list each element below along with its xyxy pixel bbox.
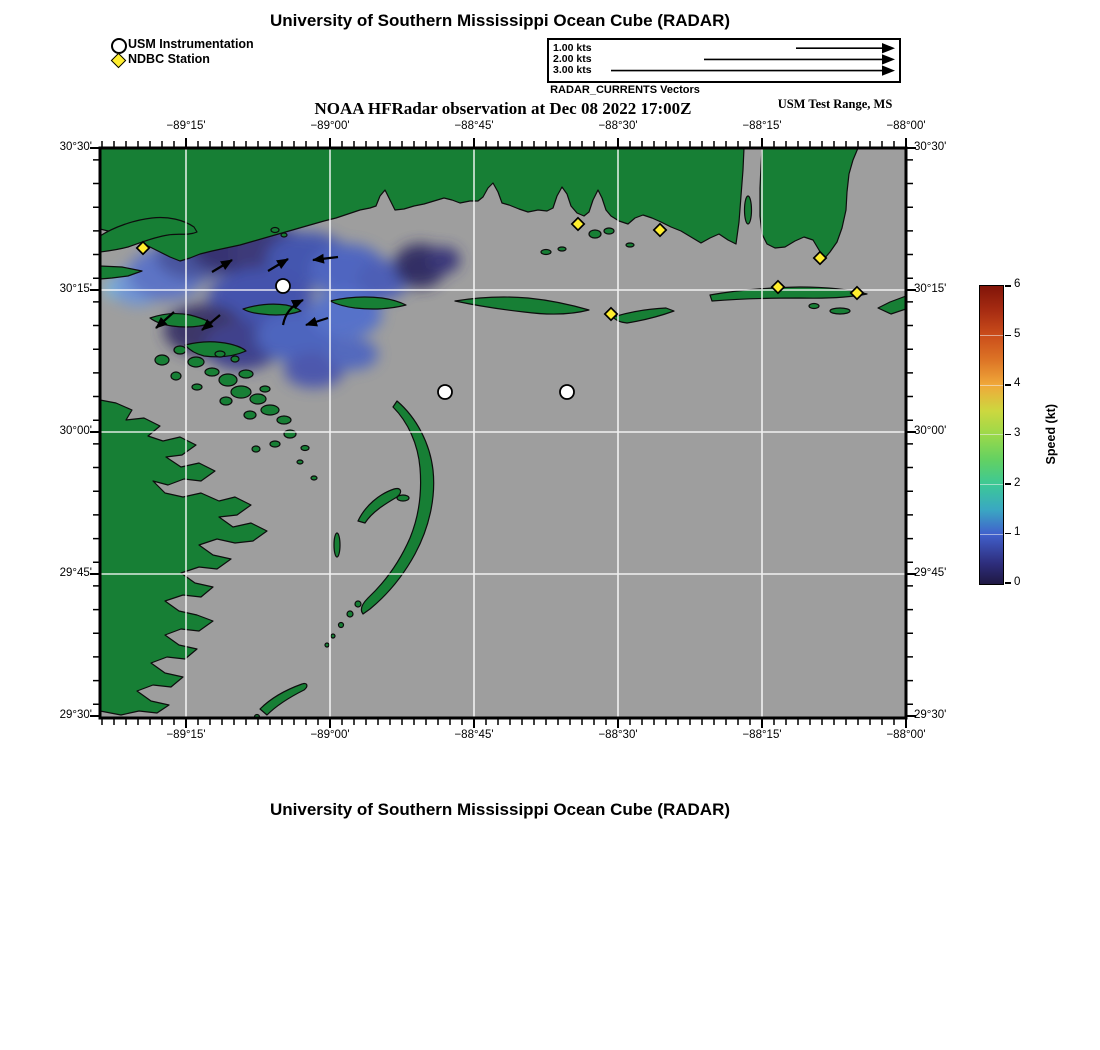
- colorbar-tick: [1005, 533, 1011, 535]
- barrier-island: [710, 287, 867, 301]
- y-axis-tick-label: 29°30': [914, 709, 947, 721]
- legend-usm-label: USM Instrumentation: [128, 37, 254, 51]
- y-axis-tick-label: 30°00': [914, 425, 947, 437]
- y-axis-tick-label: 30°30': [914, 141, 947, 153]
- y-axis-tick-label: 30°15': [914, 283, 947, 295]
- vector-scale-arrowhead: [882, 43, 895, 53]
- ndbc-station-icon: [111, 53, 127, 69]
- colorbar-tick: [1005, 582, 1011, 584]
- vector-scale-3kt-label: 3.00 kts: [553, 64, 592, 76]
- colorbar-tick-label: 2: [1014, 477, 1021, 489]
- y-axis-tick-label: 29°45': [59, 567, 92, 579]
- marsh: [100, 400, 267, 715]
- colorbar-tick: [1005, 434, 1011, 436]
- colorbar-tick: [1005, 335, 1011, 337]
- vector-scale-box: [547, 38, 901, 83]
- x-axis-tick-label: −88°45': [454, 120, 494, 132]
- observation-subtitle: NOAA HFRadar observation at Dec 08 2022 17:00Z: [314, 99, 692, 118]
- colorbar-tick-label: 5: [1014, 328, 1021, 340]
- colorbar-tick-label: 3: [1014, 427, 1021, 439]
- usm-instrumentation-icon: [111, 38, 127, 54]
- colorbar-tick: [1005, 483, 1011, 485]
- x-axis-tick-label: −89°15': [166, 729, 206, 741]
- vector-scale-2kt-label: 2.00 kts: [553, 53, 592, 65]
- vector-legend-caption: RADAR_CURRENTS Vectors: [550, 84, 700, 96]
- x-axis-tick-label: −88°30': [598, 729, 638, 741]
- x-axis-tick-label: −89°00': [310, 120, 350, 132]
- x-axis-tick-label: −88°00': [886, 729, 926, 741]
- ndbc-station-marker: [572, 218, 584, 230]
- mobile-peninsula: [760, 148, 858, 259]
- right-edge-peninsula: [878, 296, 906, 314]
- vector-scale-arrows: [549, 40, 899, 81]
- legend-ndbc-label: NDBC Station: [128, 52, 210, 66]
- colorbar-tick-label: 0: [1014, 576, 1021, 588]
- speed-colorbar: [979, 285, 1004, 585]
- ndbc-station-marker: [654, 224, 666, 236]
- colorbar-tick-label: 1: [1014, 526, 1021, 538]
- vector-scale-arrowhead: [882, 65, 895, 75]
- y-axis-tick-label: 30°30': [59, 141, 92, 153]
- map-plot: [100, 148, 906, 718]
- x-axis-tick-label: −88°00': [886, 120, 926, 132]
- barrier-island: [455, 297, 589, 314]
- x-axis-tick-label: −89°15': [166, 120, 206, 132]
- x-axis-tick-label: −88°15': [742, 729, 782, 741]
- y-axis-tick-label: 29°45': [914, 567, 947, 579]
- page-title: University of Southern Mississippi Ocean Cube (RADAR): [269, 11, 731, 30]
- usm-instrument-marker: [438, 385, 452, 399]
- y-axis-tick-label: 30°00': [59, 425, 92, 437]
- x-axis-tick-label: −88°30': [598, 120, 638, 132]
- bottom-title: University of Southern Mississippi Ocean Cube (RADAR): [269, 800, 731, 819]
- colorbar-axis-label: Speed (kt): [1044, 403, 1058, 465]
- x-axis-tick-label: −88°45': [454, 729, 494, 741]
- colorbar-tick: [1005, 285, 1011, 287]
- barrier-island: [613, 308, 674, 323]
- colorbar-tick-label: 4: [1014, 377, 1021, 389]
- mainland-coast: [100, 148, 744, 261]
- usm-instrument-marker: [560, 385, 574, 399]
- ndbc-station-marker: [851, 287, 863, 299]
- usm-instrument-marker: [276, 279, 290, 293]
- channel-islet: [745, 196, 752, 224]
- y-axis-tick-label: 29°30': [59, 709, 92, 721]
- region-label: USM Test Range, MS: [777, 97, 893, 111]
- colorbar-tick: [1005, 384, 1011, 386]
- x-axis-tick-label: −89°00': [310, 729, 350, 741]
- x-axis-tick-label: −88°15': [742, 120, 782, 132]
- vector-scale-1kt-label: 1.00 kts: [553, 42, 592, 54]
- land-masses: [100, 148, 906, 720]
- vector-scale-arrowhead: [882, 54, 895, 64]
- y-axis-tick-label: 30°15': [59, 283, 92, 295]
- colorbar-tick-label: 6: [1014, 278, 1021, 290]
